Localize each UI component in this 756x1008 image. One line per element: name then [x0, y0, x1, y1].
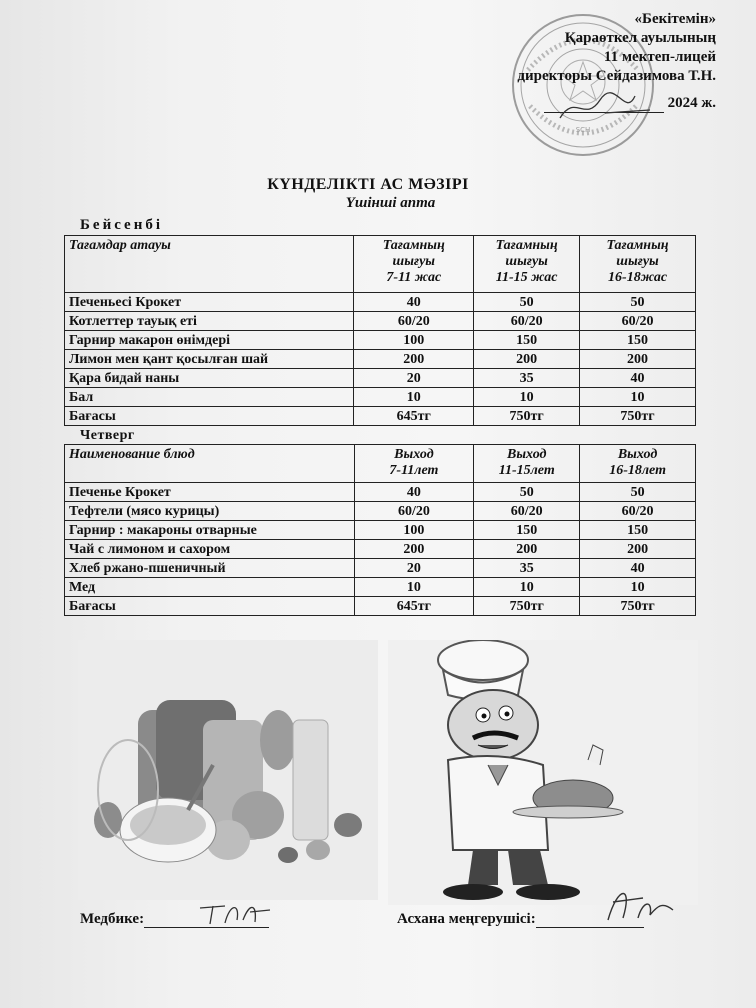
portion-cell: 200 [354, 540, 474, 559]
table-row [65, 559, 696, 578]
price-cell: 645тг [354, 597, 474, 616]
portion-cell: 35 [474, 559, 580, 578]
header-portion-11-15 [474, 236, 580, 293]
header-dish-name [65, 236, 354, 293]
portion-cell: 100 [354, 521, 474, 540]
portion-cell: 50 [474, 293, 580, 312]
table-row [65, 293, 696, 312]
portion-cell: 10 [474, 388, 580, 407]
header-text: 16-18лет [609, 463, 666, 478]
table-row [65, 388, 696, 407]
dish-name: Мед [65, 578, 355, 597]
price-cell: 750тг [580, 407, 696, 426]
header-text: Тағамның [495, 238, 558, 253]
table-row [65, 540, 696, 559]
portion-cell: 60/20 [474, 312, 580, 331]
header-text: шығуы [392, 254, 436, 269]
price-label: Бағасы [65, 597, 355, 616]
portion-cell: 60/20 [580, 502, 696, 521]
portion-cell: 20 [354, 559, 474, 578]
portion-cell: 10 [354, 578, 474, 597]
portion-cell: 100 [354, 331, 474, 350]
header-text: Наименование блюд [69, 447, 195, 462]
portion-cell: 60/20 [474, 502, 580, 521]
nurse-signature [195, 898, 275, 928]
header-output-11-15 [474, 445, 580, 483]
portion-cell: 10 [580, 388, 696, 407]
table-row [65, 331, 696, 350]
dish-name: Тефтели (мясо курицы) [65, 502, 355, 521]
header-text: 7-11 жас [386, 270, 442, 285]
kitchen-head-label: Асхана меңгерушісі: [397, 911, 536, 927]
nurse-label: Медбике: [80, 911, 145, 927]
header-output-7-11 [354, 445, 474, 483]
header-text: Выход [617, 447, 658, 462]
price-cell: 750тг [580, 597, 696, 616]
portion-cell: 10 [354, 388, 474, 407]
portion-cell: 200 [580, 540, 696, 559]
portion-cell: 200 [474, 350, 580, 369]
header-portion-16-18 [580, 236, 696, 293]
dish-name: Печенье Крокет [65, 483, 355, 502]
header-text: Тағамның [382, 238, 445, 253]
table-row [65, 483, 696, 502]
dish-name: Хлеб ржано-пшеничный [65, 559, 355, 578]
portion-cell: 40 [354, 483, 474, 502]
portion-cell: 60/20 [354, 312, 474, 331]
portion-cell: 40 [580, 369, 696, 388]
header-text: 11-15 жас [495, 270, 558, 285]
portion-cell: 200 [474, 540, 580, 559]
svg-text:SCH: SCH [575, 126, 591, 134]
food-still-life-image [78, 640, 378, 900]
dish-name: Бал [65, 388, 354, 407]
header-text: Выход [394, 447, 434, 462]
table-header-row [65, 236, 696, 293]
portion-cell: 150 [580, 331, 696, 350]
week-subtitle-text: Үшінші апта [345, 195, 436, 211]
page-title [0, 176, 756, 194]
portion-cell: 200 [580, 350, 696, 369]
price-label: Бағасы [65, 407, 354, 426]
portion-cell: 60/20 [354, 502, 474, 521]
menu-table-kazakh [64, 235, 696, 426]
dish-name: Қара бидай наны [65, 369, 354, 388]
approval-line-4: директоры Сейдазимова Т.Н. [517, 68, 716, 84]
portion-cell: 200 [354, 350, 474, 369]
portion-cell: 150 [580, 521, 696, 540]
menu-table-russian [64, 444, 696, 616]
portion-cell: 40 [354, 293, 474, 312]
price-cell: 645тг [354, 407, 474, 426]
table-row [65, 369, 696, 388]
header-text: Тағамның [606, 238, 669, 253]
approval-line-2: Қараөткел ауылының [564, 30, 716, 46]
portion-cell: 60/20 [580, 312, 696, 331]
table-row [65, 350, 696, 369]
food-and-chef-illustration [78, 640, 698, 910]
portion-cell: 40 [580, 559, 696, 578]
dish-name: Лимон мен қант қосылған шай [65, 350, 354, 369]
table-row [65, 521, 696, 540]
director-signature [555, 88, 665, 128]
header-text: Выход [507, 447, 547, 462]
table-row [65, 502, 696, 521]
portion-cell: 10 [474, 578, 580, 597]
header-text: 16-18жас [608, 270, 668, 285]
header-text: шығуы [616, 254, 659, 269]
week-subtitle [0, 195, 756, 212]
portion-cell: 50 [580, 293, 696, 312]
portion-cell: 50 [580, 483, 696, 502]
dish-name: Гарнир макарон өнімдері [65, 331, 354, 350]
header-text: 11-15лет [498, 463, 555, 478]
portion-cell: 20 [354, 369, 474, 388]
portion-cell: 150 [474, 521, 580, 540]
price-row [65, 597, 696, 616]
approval-date-year: 2024 ж. [667, 95, 716, 111]
approval-line-1: «Бекітемін» [634, 11, 716, 27]
approval-line-3: 11 мектеп-лицей [603, 49, 716, 65]
table-row [65, 312, 696, 331]
dish-name: Гарнир : макароны отварные [65, 521, 355, 540]
price-cell: 750тг [474, 407, 580, 426]
price-row [65, 407, 696, 426]
dish-name: Чай с лимоном и сахором [65, 540, 355, 559]
header-dish-name [65, 445, 355, 483]
day-label-beisenbi: Бейсенбі [80, 217, 164, 233]
day-label-chetverg: Четверг [80, 428, 135, 443]
price-cell: 750тг [474, 597, 580, 616]
chef-cartoon-image [388, 640, 698, 905]
portion-cell: 35 [474, 369, 580, 388]
header-text: Тағамдар атауы [69, 238, 171, 253]
table-row [65, 578, 696, 597]
kitchen-head-signature [598, 880, 678, 926]
page-title-text: КҮНДЕЛІКТІ АС МӘЗІРІ [267, 176, 469, 193]
table-header-row [65, 445, 696, 483]
portion-cell: 50 [474, 483, 580, 502]
header-output-16-18 [580, 445, 696, 483]
portion-cell: 150 [474, 331, 580, 350]
dish-name: Печеньесі Крокет [65, 293, 354, 312]
header-text: 7-11лет [389, 463, 439, 478]
header-text: шығуы [505, 254, 548, 269]
dish-name: Котлеттер тауық еті [65, 312, 354, 331]
header-portion-7-11 [354, 236, 474, 293]
portion-cell: 10 [580, 578, 696, 597]
